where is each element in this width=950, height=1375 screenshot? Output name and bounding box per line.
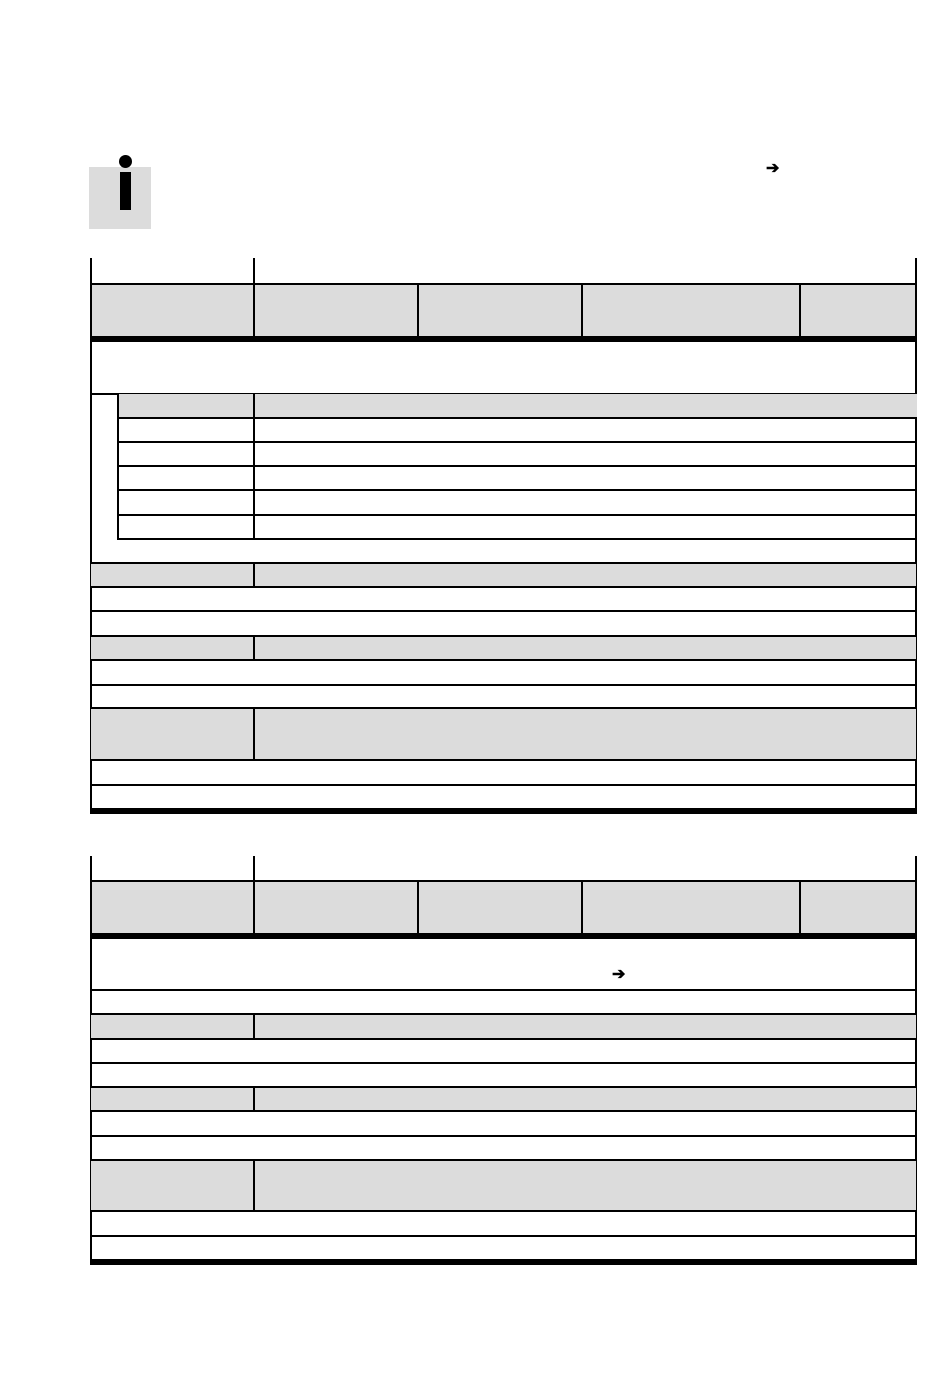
table-2-section-row-3 xyxy=(91,1161,916,1210)
table-1-header-row xyxy=(90,284,917,336)
table-2-section-row-2 xyxy=(91,1088,916,1110)
info-icon xyxy=(89,167,151,229)
table-1-section-row-3 xyxy=(91,709,916,759)
table-1-section-row-2 xyxy=(91,637,916,659)
table-2-section-row-1 xyxy=(91,1015,916,1038)
reference-arrow-icon: ➔ xyxy=(766,160,780,177)
table-2-header-row xyxy=(90,881,917,933)
table-1-section-row-1 xyxy=(91,564,916,586)
table-2-reference-arrow-icon: ➔ xyxy=(612,966,626,983)
sub-table-header xyxy=(118,394,917,417)
